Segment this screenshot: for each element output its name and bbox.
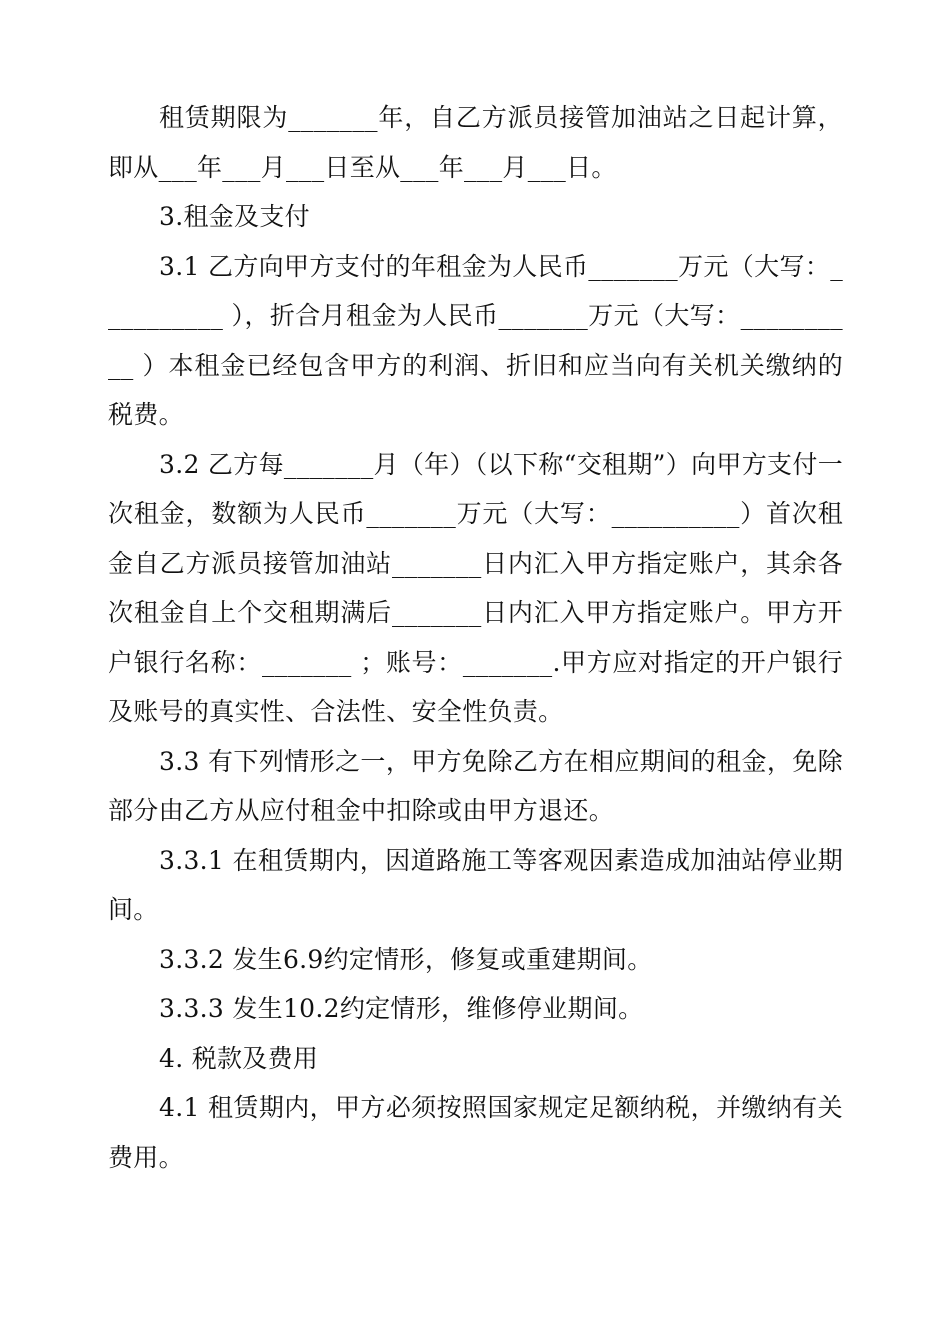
clause-3-2: 3.2 乙方每_______月（年）（以下称“交租期”）向甲方支付一次租金，数额为人民币_______万元（大写：__________）首次租金自乙方派员接管加油站_______日内汇入甲方指定账户，其余各次租金自上个交租期满后_______日内汇入甲方指定账户。甲方开户银行名称：_______ ；账号：_______.甲方应对指定的开户银行及账号的真实性、合法性、安全性负责。 bbox=[108, 449, 843, 726]
clause-3-1: 3.1 乙方向甲方支付的年租金为人民币_______万元（大写：__________ ），折合月租金为人民币_______万元（大写：__________ ）本租金已经包含甲方的利润、折旧和应当向有关机关缴纳的税费。 bbox=[108, 251, 843, 429]
lease-term-paragraph: 租赁期限为_______年，自乙方派员接管加油站之日起计算，即从___年___月___日至从___年___月___日。 bbox=[108, 103, 843, 182]
clause-4-1: 4.1 租赁期内，甲方必须按照国家规定足额纳税，并缴纳有关费用。 bbox=[108, 1093, 843, 1172]
clause-3-3-3: 3.3.3 发生10.2约定情形，维修停业期间。 bbox=[159, 994, 644, 1023]
contract-body bbox=[108, 93, 843, 1182]
clause-3-3-2: 3.3.2 发生6.9约定情形，修复或重建期间。 bbox=[159, 944, 653, 974]
clause-3-3-1: 3.3.1 在租赁期内，因道路施工等客观因素造成加油站停业期间。 bbox=[108, 845, 843, 924]
clause-3-3: 3.3 有下列情形之一，甲方免除乙方在相应期间的租金，免除部分由乙方从应付租金中扣除或由甲方退还。 bbox=[108, 746, 843, 825]
section-heading-rent: 3.租金及支付 bbox=[159, 202, 310, 231]
section-heading-taxes: 4. 税款及费用 bbox=[159, 1043, 319, 1073]
